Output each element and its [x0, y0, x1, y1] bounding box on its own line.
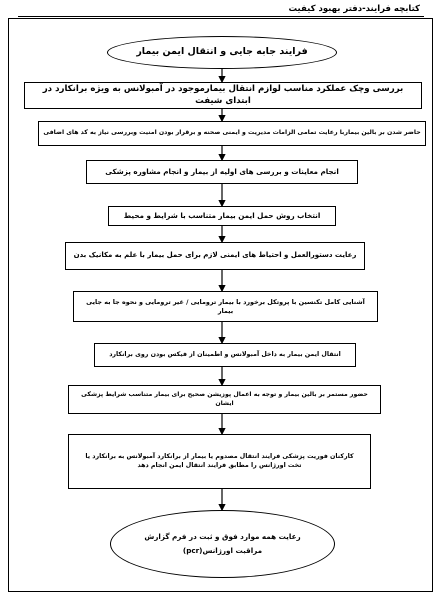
- step-7-label: انتقال ایمن بیمار به داخل آمبولانس و اطمینان از فیکس بودن روی برانکارد: [109, 350, 341, 358]
- document-header: کتابچه فرایند-دفتر بهبود کیفیت: [288, 4, 420, 14]
- step-9-label: کارکنان فوریت پزشکی فرایند انتقال مصدوم یا بیمار از برانکارد آمبولانس به برانکارد یا تخت اورژانس را مطابق فرایند انتقال ایمن انجام دهد: [85, 453, 354, 469]
- step-5-label: رعایت دستورالعمل و احتیاط های ایمنی لازم برای حمل بیمار با علم به مکانیک بدن: [73, 251, 357, 260]
- step-3-label: انجام معاینات و بررسی های اولیه از بیمار و انجام مشاوره پزشکی: [105, 167, 339, 177]
- end-oval: [110, 510, 335, 578]
- start-label: فرایند جابه جایی و انتقال ایمن بیمار: [136, 46, 308, 58]
- step-4: [108, 206, 336, 226]
- step-8: [68, 385, 381, 414]
- end-label-line-2: مراقبت اورژانس(pcr): [182, 546, 263, 555]
- step-1-label: بررسی وچک عملکرد مناسب لوازم انتقال بیمارموجود در آمبولانس به ویژه برانکارد در ابتدای شیفت: [42, 83, 404, 106]
- start-oval: [107, 36, 337, 69]
- step-5: [65, 242, 365, 270]
- step-2-label: حاضر شدن بر بالین بیماربا رعایت تمامی الزامات مدیریت و ایمنی صحنه و برقرار بودن امنیت وبررسی نیاز به کد های اضافی: [43, 129, 421, 137]
- step-6: [73, 291, 378, 322]
- step-7: [94, 343, 356, 367]
- step-1: [24, 82, 422, 109]
- end-label-line-1: رعایت همه موارد فوق و ثبت در فرم گزارش: [144, 532, 301, 542]
- step-9: [68, 434, 371, 489]
- step-6-label: آشنایی کامل تکنسین با پروتکل برخورد با بیمار ترومایی / غیر ترومایی و نحوه جا به جایی بیمار: [86, 297, 365, 315]
- step-2: [38, 121, 426, 146]
- step-8-label: حضور مستمر بر بالین بیمار و توجه به اعمال پوزیشن صحیح برای بیمار متناسب شرایط پزشکی ایشان: [81, 391, 368, 407]
- step-4-label: انتخاب روش حمل ایمن بیمار متناسب با شرایط و محیط: [123, 211, 321, 221]
- step-3: [86, 160, 358, 184]
